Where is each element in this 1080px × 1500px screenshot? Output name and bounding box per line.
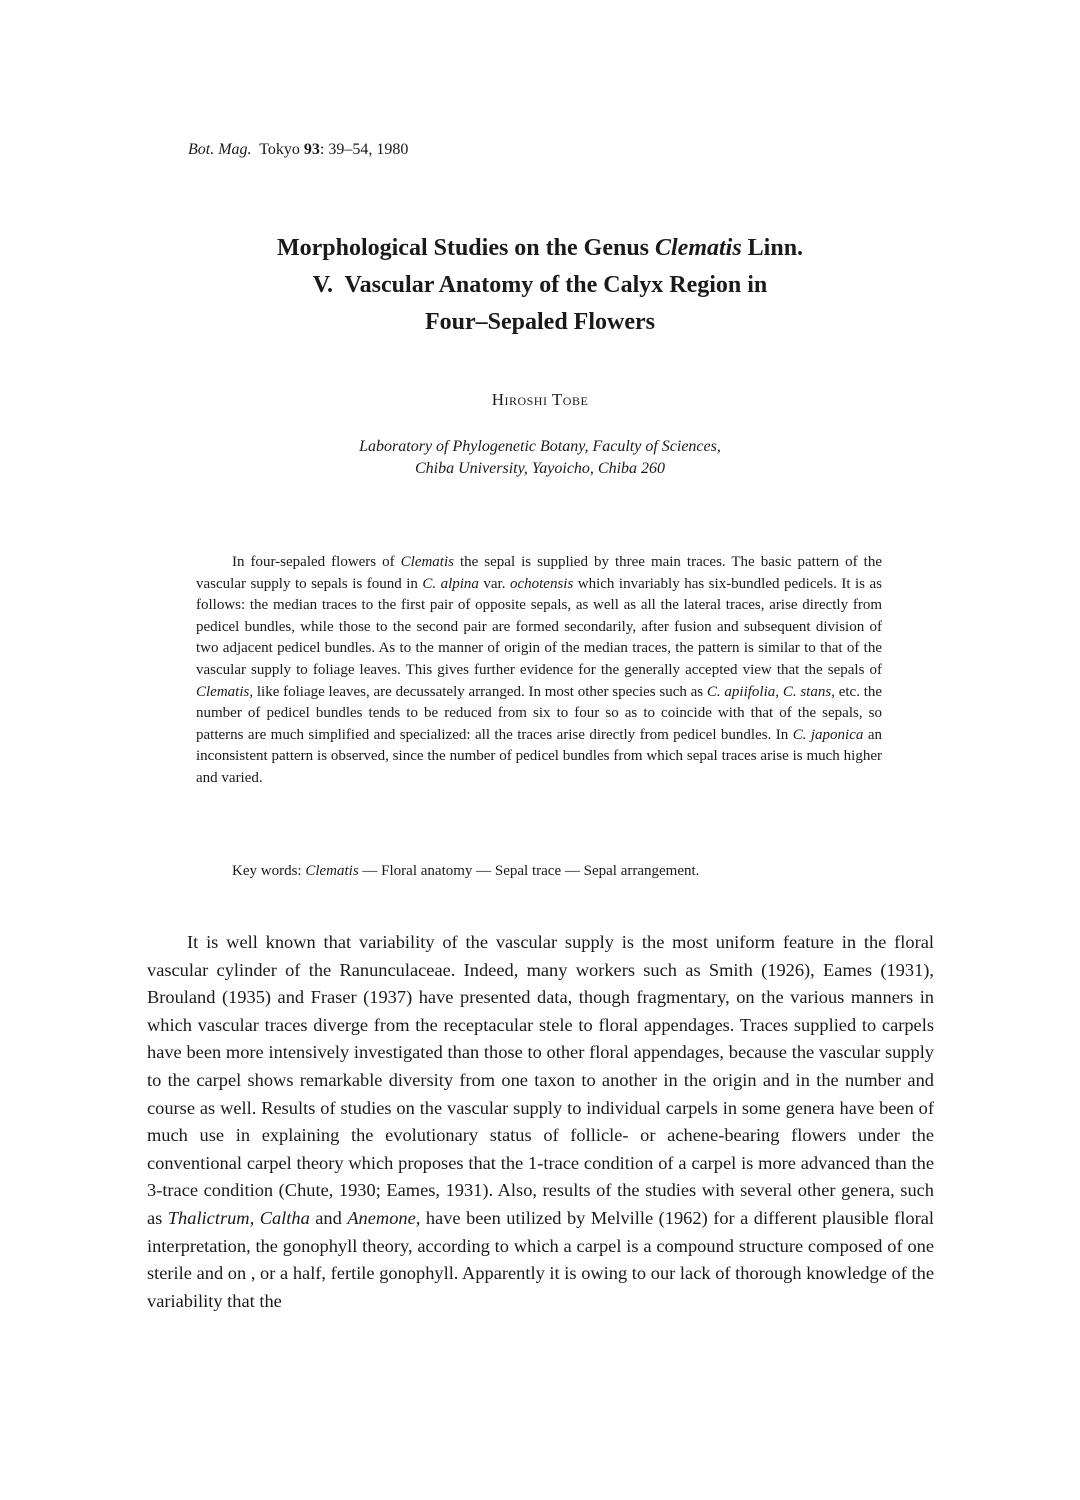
key-words — [232, 861, 699, 881]
paper-title — [0, 230, 1080, 341]
title-line-1-start: Morphological Studies on the Genus — [276, 235, 655, 261]
abstract-taxon: ochotensis — [509, 575, 574, 592]
abstract — [196, 552, 882, 790]
journal-citation — [188, 140, 408, 160]
abstract-text: var. — [478, 575, 510, 592]
title-genus: Clematis — [655, 235, 742, 261]
key-word-genus: Clematis — [305, 863, 359, 879]
journal-volume: 93 — [303, 141, 320, 158]
journal-pages-year: : 39–54, 1980 — [319, 141, 409, 158]
body-taxon: Thalictrum, — [167, 1207, 255, 1228]
body-taxon: Caltha — [259, 1207, 310, 1228]
abstract-text: In four-sepaled flowers of — [232, 554, 401, 570]
title-line-1 — [0, 230, 1080, 267]
title-line-1-end: Linn. — [741, 235, 804, 261]
journal-name: Bot. Mag. — [188, 141, 252, 158]
abstract-taxon: C. japonica — [792, 726, 864, 743]
body-text: have been utilized by Melville (1962) for a different plausible floral interpretation, the gonophyll theory, according to which a carpel is a compound structure composed of one sterile and on , or a half, fertile gonophyll. Apparently it is owing to our lack of thorough knowledge of the variability that the — [147, 1207, 935, 1311]
abstract-text: like foliage leaves, are decussately arranged. In most other species such as — [253, 683, 707, 700]
affiliation-line-1: Laboratory of Phylogenetic Botany, Faculty of Sciences, — [359, 438, 721, 455]
key-words-label: Key words: — [232, 863, 306, 879]
body-text: and — [309, 1207, 348, 1228]
journal-city: Tokyo — [259, 141, 300, 158]
abstract-taxon: Clematis — [400, 554, 454, 570]
body-text: It is well known that variability of the vascular supply is the most uniform feature in the floral vascular cylinder of the Ranunculaceae. Indeed, many workers such as Smith (1926), Eames (1931), Brouland (1935) and Fraser (1937) have presented data, though fragmentary, on the various manners in which vascular traces diverge from the receptacular stele to floral appendages. Traces supplied to carpels have been more intensively investigated than those to other floral appendages, because the vascular supply to the carpel shows remarkable diversity from one taxon to another in the origin and in the number and course as well. Results of studies on the vascular supply to individual carpels in some genera have been of much use in explaining the evolutionary status of follicle- or achene-bearing flowers under the conventional carpel theory which proposes that the 1-trace condition of a carpel is more advanced than the 3-trace condition (Chute, 1930; Eames, 1931). Also, results of the studies with several other genera, such as — [147, 932, 934, 1228]
abstract-text: which invariably has six-bundled pedicels. It is as follows: the median traces to the first pair of opposite sepals, as well as all the lateral traces, arise directly from pedicel bundles, while those to the second pair are formed secondarily, after fusion and subsequent division of two adjacent pedicel bundles. As to the manner of origin of the median traces, the pattern is similar to that of the vascular supply to foliage leaves. This gives further evidence for the generally accepted view that the sepals of — [196, 575, 882, 678]
abstract-text: an inconsistent pattern is observed, since the number of pedicel bundles from which sepal traces arise is much higher and varied. — [196, 726, 882, 786]
abstract-taxon: C. apiifolia, — [706, 683, 780, 700]
author-name: Hiroshi Tobe — [491, 390, 589, 409]
abstract-taxon: Clematis, — [196, 683, 254, 700]
body-taxon: Anemone, — [347, 1207, 421, 1228]
abstract-text: the sepal is supplied by three main traces. The basic pattern of the vascular supply to sepals is found in — [196, 554, 882, 592]
body-paragraph — [147, 929, 934, 1315]
abstract-taxon: C. stans, — [782, 683, 835, 700]
title-line-3: Four–Sepaled Flowers — [425, 309, 655, 335]
affiliation-line-2: Chiba University, Yayoicho, Chiba 260 — [414, 460, 666, 477]
abstract-taxon: C. alpina — [422, 575, 479, 592]
key-words-list: — Floral anatomy — Sepal trace — Sepal arrangement. — [358, 863, 700, 879]
author-affiliation — [0, 436, 1080, 480]
abstract-text: etc. the number of pedicel bundles tends to be reduced from six to four so as to coincide with that of the sepals, so patterns are much simplified and specialized: all the traces arise directly from pedicel bundles. In — [196, 683, 883, 743]
title-line-2: V. Vascular Anatomy of the Calyx Region in — [312, 272, 768, 298]
